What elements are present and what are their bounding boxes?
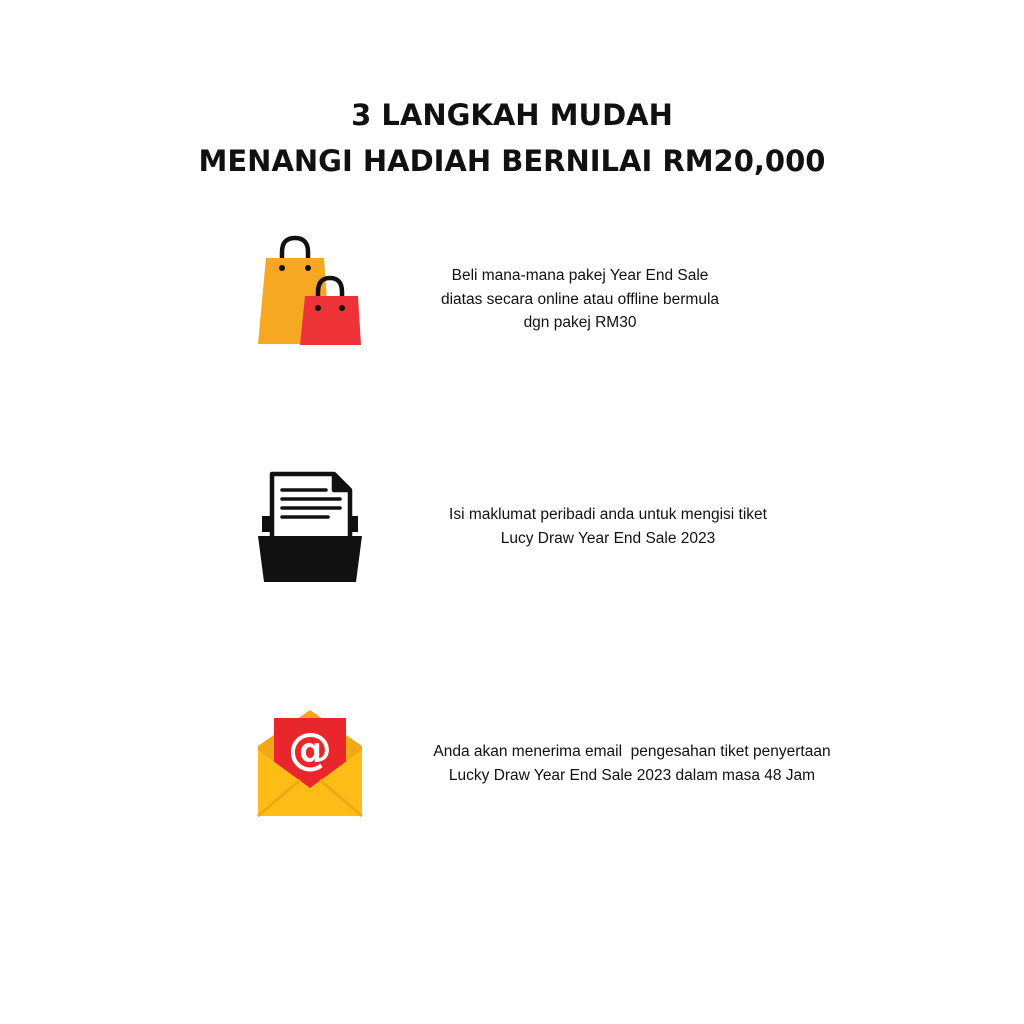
step-3-description xyxy=(400,740,864,787)
shopping-bags-icon xyxy=(252,234,368,350)
step-3-line-2: Lucky Draw Year End Sale 2023 dalam masa 48 Jam xyxy=(448,766,816,784)
title-line-2: MENANGI HADIAH BERNILAI RM20,000 xyxy=(198,144,826,178)
step-1-line-2: diatas secara online atau offline bermula xyxy=(440,290,720,308)
page-title xyxy=(0,92,1024,184)
title-line-1: 3 LANGKAH MUDAH xyxy=(351,98,673,132)
svg-text:@: @ xyxy=(288,724,332,775)
step-2-description xyxy=(408,503,808,550)
step-1-line-1: Beli mana-mana pakej Year End Sale xyxy=(451,267,709,284)
email-envelope-icon xyxy=(252,706,368,822)
step-2-line-2: Lucy Draw Year End Sale 2023 xyxy=(500,529,716,547)
step-1-line-3: dgn pakej RM30 xyxy=(523,314,637,331)
step-3-line-1: Anda akan menerima email pengesahan tiket penyertaan xyxy=(433,743,831,760)
document-folder-icon xyxy=(252,470,368,586)
step-1-description xyxy=(380,264,780,335)
step-2-line-1: Isi maklumat peribadi anda untuk mengisi tiket xyxy=(449,506,767,523)
